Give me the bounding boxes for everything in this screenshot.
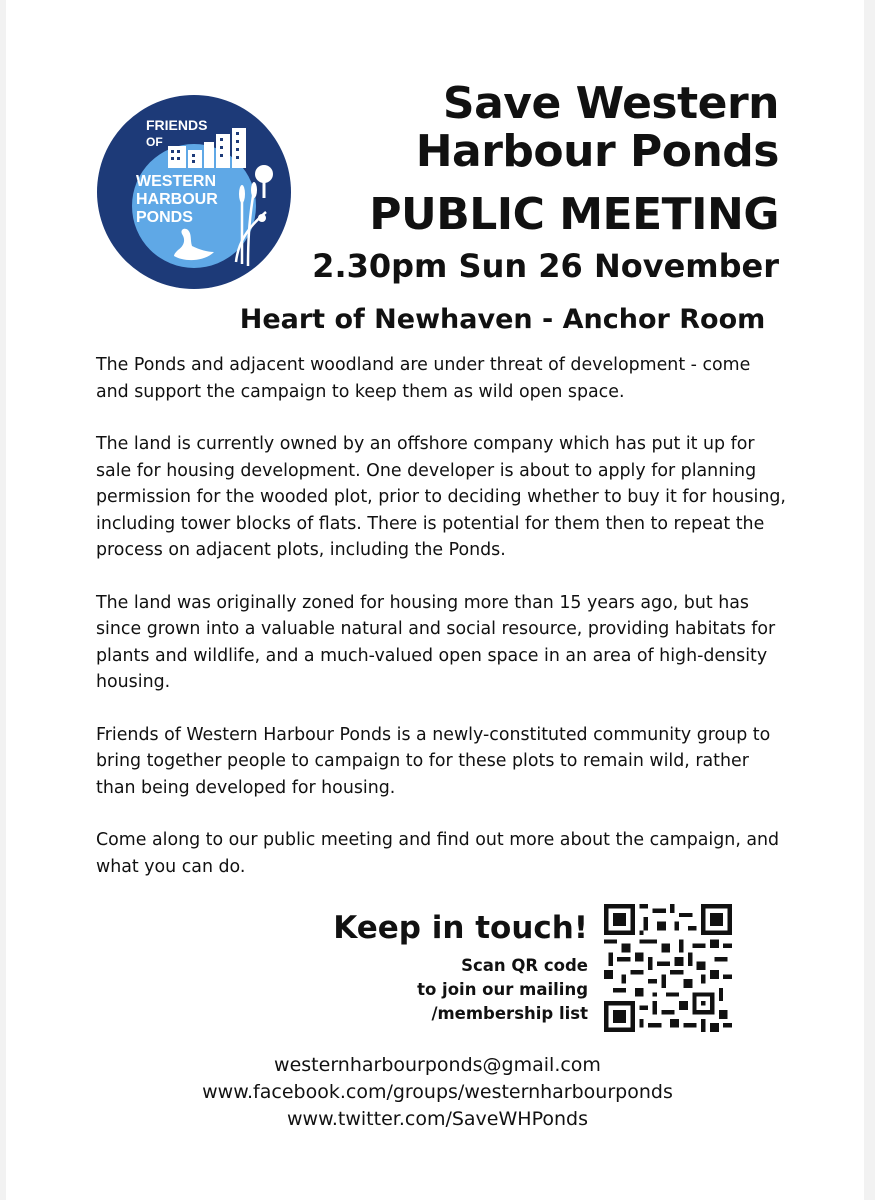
title-line-2: Harbour Ponds <box>415 126 779 177</box>
title-block <box>259 80 779 286</box>
logo-text-ponds: PONDS <box>136 209 193 226</box>
paragraph-1: The Ponds and adjacent woodland are under threat of development - come and support the campaign to keep them as wild open space. <box>96 355 751 402</box>
meeting-venue: Heart of Newhaven - Anchor Room <box>239 304 766 335</box>
contacts-block <box>0 1052 875 1133</box>
logo-text-of: OF <box>146 135 163 149</box>
keep-in-touch-block <box>333 906 588 1026</box>
paragraph-2: The land is currently owned by an offshore company which has put it up for sale for housing development. One developer is about to apply for planning permission for the wooded plot, prior to deciding whether to buy it for housing, including tower blocks of flats. There is potential for them then to repeat the process on adjacent plots, including the Ponds. <box>96 434 786 560</box>
title-line-1: Save Western <box>442 78 779 129</box>
qr-instruction-2: to join our mailing <box>417 980 588 999</box>
logo-text-friends: FRIENDS <box>146 117 208 133</box>
paragraph-4: Friends of Western Harbour Ponds is a newly-constituted community group to bring together people to campaign to for these plots to remain wild, rather than being developed for housing. <box>96 724 771 798</box>
public-meeting-heading: PUBLIC MEETING <box>369 189 779 240</box>
logo-text-harbour: HARBOUR <box>136 191 218 208</box>
keep-in-touch-heading: Keep in touch! <box>333 910 588 946</box>
contact-email[interactable]: westernharbourponds@gmail.com <box>274 1054 601 1076</box>
qr-code-icon[interactable] <box>604 904 732 1032</box>
meeting-datetime: 2.30pm Sun 26 November <box>312 247 779 285</box>
paragraph-3: The land was originally zoned for housing more than 15 years ago, but has since grown into a valuable natural and social resource, providing habitats for plants and wildlife, and a much-valued open space in an area of high-density housing. <box>96 592 776 692</box>
body-text <box>96 352 786 906</box>
contact-facebook[interactable]: www.facebook.com/groups/westernharbourponds <box>202 1081 673 1103</box>
qr-instruction-3: /membership list <box>431 1004 588 1023</box>
qr-instruction-1: Scan QR code <box>461 956 588 975</box>
logo-text-western: WESTERN <box>136 173 216 190</box>
contact-twitter[interactable]: www.twitter.com/SaveWHPonds <box>287 1108 588 1130</box>
paragraph-5: Come along to our public meeting and find out more about the campaign, and what you can do. <box>96 830 780 877</box>
